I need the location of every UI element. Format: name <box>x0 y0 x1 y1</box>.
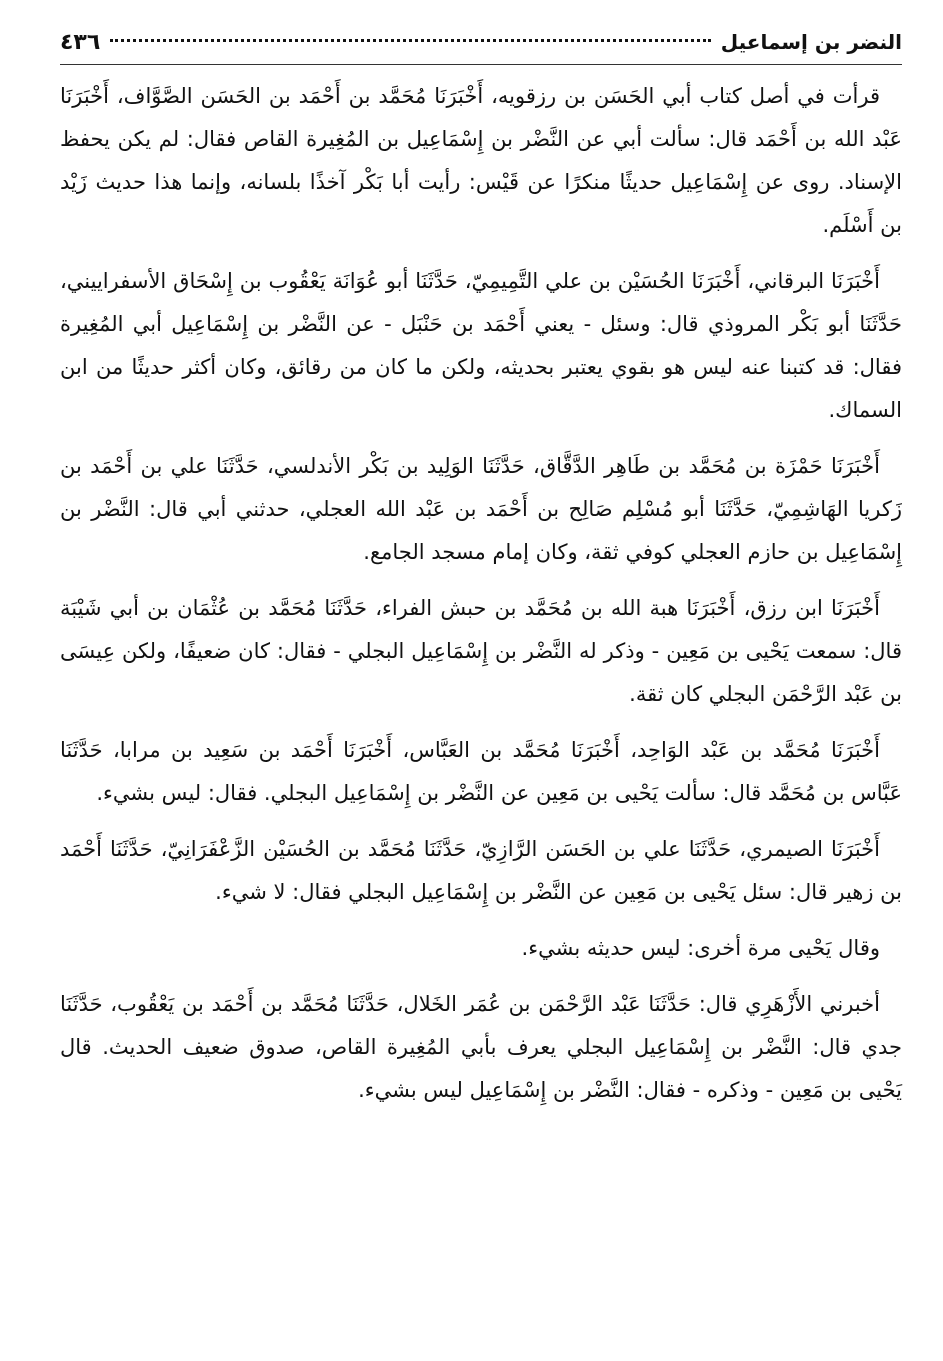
page-header <box>60 28 902 58</box>
paragraph: أخبرني الأَزْهَرِي قال: حَدَّثَنَا عَبْد الرَّحْمَن بن عُمَر الخَلال، حَدَّثَنَا مُحَمَّد بن أَحْمَد بن يَعْقُوب، حَدَّثَنَا جدي قال: النَّضْر بن إِسْمَاعِيل البجلي يعرف بأبي المُغِيرة القاص، صدوق ضعيف الحديث. قال يَحْيى بن مَعِين - وذكره - فقال: النَّضْر بن إِسْمَاعِيل ليس بشيء. <box>60 992 902 1102</box>
page-body <box>60 75 902 1112</box>
paragraph: أَخْبَرَنَا مُحَمَّد بن عَبْد الوَاحِد، أَخْبَرَنَا مُحَمَّد بن العَبَّاس، أَخْبَرَنَا أَحْمَد بن سَعِيد بن مرابا، حَدَّثَنَا عَبَّاس بن مُحَمَّد قال: سألت يَحْيى بن مَعِين عن النَّضْر بن إِسْمَاعِيل البجلي. فقال: ليس بشيء. <box>60 738 902 805</box>
header-rule <box>60 64 902 65</box>
paragraph: أَخْبَرَنَا حَمْزَة بن مُحَمَّد بن طَاهِر الدَّقَّاق، حَدَّثَنَا الوَلِيد بن بَكْر الأندلسي، حَدَّثَنَا علي بن أَحْمَد بن زَكريا الهَاشِمِيّ، حَدَّثَنَا أبو مُسْلِم صَالِح بن أَحْمَد بن عَبْد الله العجلي، حدثني أبي قال: النَّضْر بن إِسْمَاعِيل بن حازم العجلي كوفي ثقة، وكان إمام مسجد الجامع. <box>60 454 902 564</box>
book-page <box>60 28 902 1328</box>
page-number: ٤٣٦ <box>60 30 101 55</box>
paragraph: أَخْبَرَنَا البرقاني، أَخْبَرَنَا الحُسَيْن بن علي التَّمِيمِيّ، حَدَّثَنَا أبو عُوَانَة يَعْقُوب بن إِسْحَاق الأسفراييني، حَدَّثَنَا أبو بَكْر المروذي قال: وسئل - يعني أَحْمَد بن حَنْبَل - عن النَّضْر بن إِسْمَاعِيل أبي المُغِيرة فقال: قد كتبنا عنه ليس هو بقوي يعتبر بحديثه، ولكن ما كان من رقائق، وكان أكثر حديثًا من ابن السماك. <box>60 269 902 422</box>
paragraph: وقال يَحْيى مرة أخرى: ليس حديثه بشيء. <box>521 936 880 960</box>
paragraph: أَخْبَرَنَا الصيمري، حَدَّثَنَا علي بن الحَسَن الرَّازِيّ، حَدَّثَنَا مُحَمَّد بن الحُسَيْن الزَّعْفَرَانِيّ، حَدَّثَنَا أَحْمَد بن زهير قال: سئل يَحْيى بن مَعِين عن النَّضْر بن إِسْمَاعِيل البجلي فقال: لا شيء. <box>60 837 902 904</box>
paragraph: أَخْبَرَنَا ابن رزق، أَخْبَرَنَا هبة الله بن مُحَمَّد بن حبش الفراء، حَدَّثَنَا مُحَمَّد بن عُثْمَان بن أبي شَيْبَة قال: سمعت يَحْيى بن مَعِين - وذكر له النَّضْر بن إِسْمَاعِيل البجلي - فقال: كان ضعيفًا، ولكن عِيسَى بن عَبْد الرَّحْمَن البجلي كان ثقة. <box>60 596 902 706</box>
paragraph: قرأت في أصل كتاب أبي الحَسَن بن رزقويه، أَخْبَرَنَا مُحَمَّد بن أَحْمَد بن الحَسَن الصَّوَّاف، أَخْبَرَنَا عَبْد الله بن أَحْمَد قال: سألت أبي عن النَّضْر بن إِسْمَاعِيل بن المُغِيرة القاص فقال: لم يكن يحفظ الإسناد. روى عن إِسْمَاعِيل حديثًا منكرًا عن قَيْس: رأيت أبا بَكْر آخذًا بلسانه، وإنما هذا حديث زَيْد بن أَسْلَم. <box>60 84 902 237</box>
running-title: النضر بن إسماعيل <box>720 30 902 54</box>
dotted-leader <box>110 39 710 42</box>
